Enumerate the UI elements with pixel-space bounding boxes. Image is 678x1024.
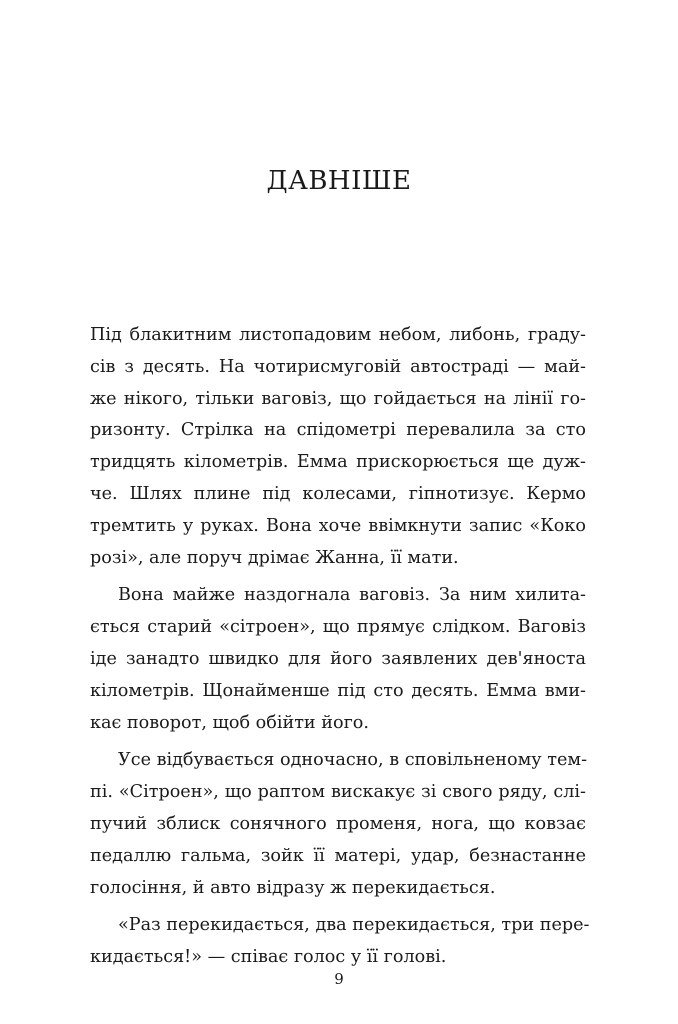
text-line: Під блакитним листопадовим небом, либонь, граду- bbox=[90, 325, 586, 345]
page-number: 9 bbox=[334, 970, 344, 988]
text-line: кає поворот, щоб обійти його. bbox=[90, 712, 369, 733]
text-line: кілометрів. Щонайменше під сто десять. Емма вми- bbox=[90, 680, 586, 701]
text-line: «Раз перекидається, два перекидається, три пере- bbox=[118, 915, 590, 936]
text-line: розі», але поруч дрімає Жанна, її мати. bbox=[90, 547, 459, 568]
text-line: тридцять кілометрів. Емма прискорюється ще дуж- bbox=[90, 452, 586, 473]
text-line: іде занадто швидко для його заявлених дев'яноста bbox=[90, 648, 586, 669]
paragraph bbox=[90, 580, 586, 739]
paragraph bbox=[90, 910, 590, 974]
text-line: Усе відбувається одночасно, в сповільненому тем- bbox=[118, 750, 588, 771]
paragraph bbox=[90, 320, 586, 574]
text-line: Вона майже наздогнала ваговіз. За ним хилита- bbox=[118, 585, 586, 606]
text-line: пучий зблиск сонячного променя, нога, що ковзає bbox=[90, 813, 586, 834]
text-line: пі. «Сітроен», що раптом вискакує зі свого ряду, слі- bbox=[90, 782, 586, 803]
text-line: сів з десять. На чотирисмуговій автостраді — май- bbox=[90, 356, 586, 377]
text-line: че. Шлях плине під колесами, гіпнотизує. Кермо bbox=[90, 483, 586, 504]
chapter-body bbox=[90, 320, 590, 974]
text-line: ризонту. Стрілка на спідометрі перевалила за сто bbox=[90, 420, 586, 441]
text-line: ється старий «сітроен», що прямує слідком. Ваговіз bbox=[90, 617, 586, 638]
text-line: тремтить у руках. Вона хоче ввімкнути запис «Коко bbox=[90, 515, 586, 536]
text-line: педаллю гальма, зойк її матері, удар, безнастанне bbox=[90, 845, 586, 866]
text-line: кидається!» — співає голос у її голові. bbox=[90, 947, 447, 968]
chapter-title: ДАВНІШЕ bbox=[266, 166, 412, 196]
paragraph bbox=[90, 745, 586, 904]
text-line: же нікого, тільки ваговіз, що гойдається на лінії го- bbox=[90, 388, 586, 409]
text-line: голосіння, й авто відразу ж перекидається. bbox=[90, 877, 496, 898]
